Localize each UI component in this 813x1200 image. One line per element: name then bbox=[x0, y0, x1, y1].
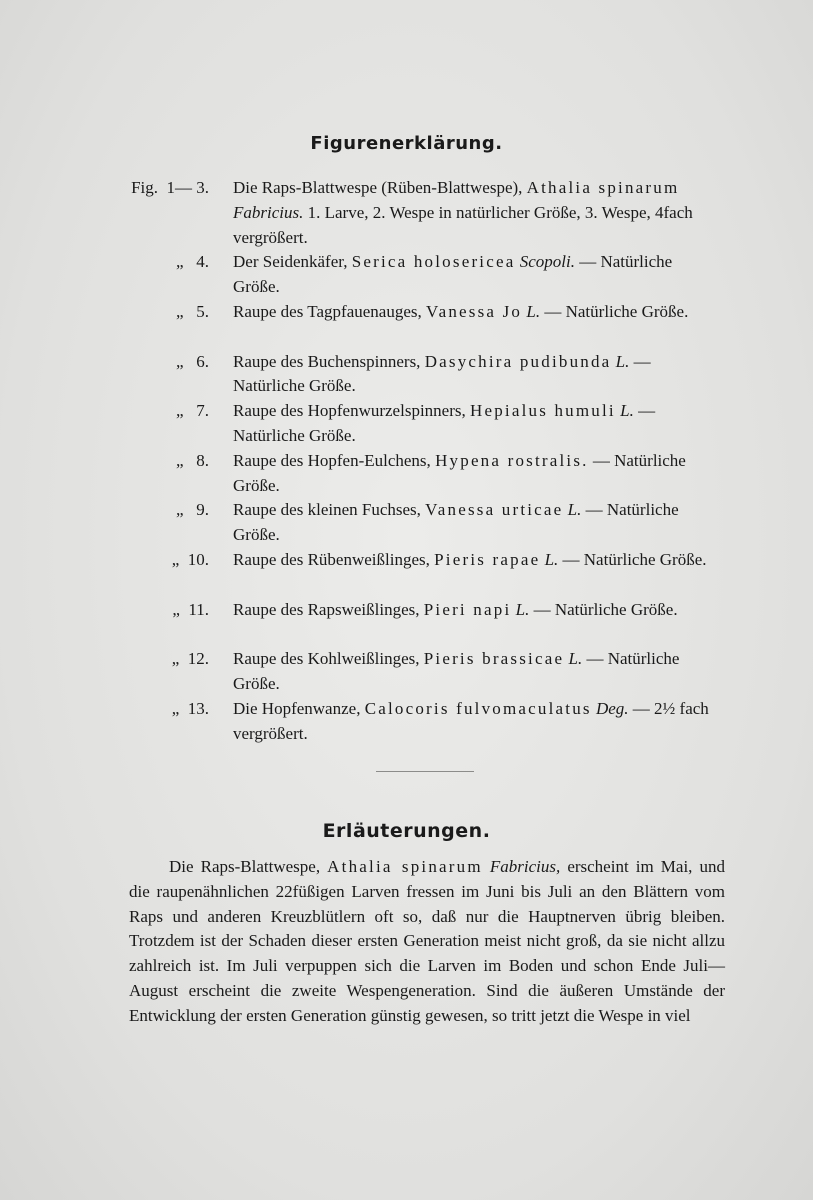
figure-entry bbox=[0, 647, 813, 697]
figure-description: Raupe des Buchenspinners, Dasychira pudibunda L. — Natürliche Größe. bbox=[233, 351, 651, 396]
figure-entry bbox=[0, 449, 813, 499]
species-name: Serica holosericea bbox=[351, 252, 516, 272]
explanations-title: Erläuterungen. bbox=[322, 820, 491, 842]
figure-entry bbox=[0, 697, 813, 747]
figure-description: Raupe des Hopfen-Eulchens, Hypena rostralis. — Natürliche Größe. bbox=[233, 450, 686, 495]
species-author: L. bbox=[526, 301, 541, 321]
species-name: Athalia spinarum bbox=[327, 857, 483, 876]
figure-number: „ 12. bbox=[171, 649, 209, 669]
figure-entry bbox=[0, 498, 813, 548]
figure-description: Der Seidenkäfer, Serica holosericea Scopoli. — Natürliche Größe. bbox=[233, 252, 673, 297]
figure-description: Die Raps-Blattwespe (Rüben-Blattwespe), Athalia spinarum Fabricius. 1. Larve, 2. Wespe in natürlicher Größe, 3. Wespe, 4fach vergrößert. bbox=[233, 178, 693, 247]
figure-description: Raupe des Rübenweißlinges, Pieris rapae L. — Natürliche Größe. bbox=[233, 549, 707, 569]
species-author: Scopoli. bbox=[519, 252, 575, 272]
explanation-paragraph: Die Raps-Blattwespe, Athalia spinarum Fabricius, erscheint im Mai, und die raupenähnlichen 22füßigen Larven fressen im Juni bis Juli an den Blättern vom Raps und anderen Kreuzblütlern oft so, daß nur die Hauptnerven übrig bleiben. Trotzdem ist der Schaden dieser ersten Generation meist nicht groß, da sie nicht allzu zahlreich ist. Im Juli verpuppen sich die Larven im Boden und schon Ende Juli—August erscheint die zweite Wespengeneration. Sind die äußeren Umstände der Entwicklung der ersten Generation günstig gewesen, so tritt jetzt die Wespe in viel bbox=[129, 857, 726, 1025]
figure-number: „ 8. bbox=[175, 450, 209, 470]
figure-entry bbox=[0, 250, 813, 300]
figure-description: Die Hopfenwanze, Calocoris fulvomaculatus Deg. — 2½ fach vergrößert. bbox=[233, 698, 709, 743]
species-name: Pieri napi bbox=[423, 599, 512, 619]
figure-number: „ 13. bbox=[171, 698, 209, 718]
species-author: Deg. bbox=[595, 698, 629, 718]
species-name: Athalia spinarum bbox=[526, 178, 680, 197]
figure-entry bbox=[0, 399, 813, 449]
figure-number: „ 11. bbox=[172, 599, 209, 619]
species-name: Dasychira pudibunda bbox=[424, 351, 612, 371]
species-name: Pieris brassicae bbox=[423, 649, 565, 669]
species-author: L. bbox=[544, 549, 559, 569]
figure-legend-title: Figurenerklärung. bbox=[310, 133, 503, 154]
figure-number: „ 7. bbox=[175, 401, 209, 421]
figure-description: Raupe des Rapsweißlinges, Pieri napi L. — Natürliche Größe. bbox=[233, 599, 678, 619]
species-author: L. bbox=[567, 500, 582, 520]
figure-description: Raupe des Kohlweißlinges, Pieris brassicae L. — Natürliche Größe. bbox=[233, 649, 680, 693]
figure-number: „ 5. bbox=[175, 301, 209, 321]
species-name: Vanessa urticae bbox=[425, 500, 564, 520]
figure-description: Raupe des Tagpfauenauges, Vanessa Jo L. — Natürliche Größe. bbox=[233, 301, 689, 321]
species-author: Fabricius. bbox=[233, 202, 304, 222]
figure-number: „ 9. bbox=[175, 500, 209, 520]
figure-number: „ 6. bbox=[175, 351, 209, 371]
species-author: L. bbox=[515, 599, 530, 619]
species-name: Hepialus humuli bbox=[470, 401, 616, 421]
figure-number: „ 10. bbox=[171, 549, 209, 569]
figure-description: Raupe des Hopfenwurzelspinners, Hepialus humuli L. — Natürliche Größe. bbox=[233, 401, 656, 445]
species-name: Hypena rostralis. bbox=[435, 450, 589, 470]
figure-entry bbox=[0, 598, 813, 648]
figure-description: Raupe des kleinen Fuchses, Vanessa urticae L. — Natürliche Größe. bbox=[233, 500, 679, 545]
figure-entry bbox=[0, 548, 813, 598]
figure-number: „ 4. bbox=[175, 252, 209, 272]
species-name: Pieris rapae bbox=[434, 549, 541, 569]
figure-entry bbox=[0, 300, 813, 350]
species-name: Vanessa Jo bbox=[426, 301, 523, 321]
section-divider bbox=[376, 771, 474, 772]
species-author: Fabricius, bbox=[489, 857, 561, 876]
species-name: Calocoris fulvomaculatus bbox=[364, 698, 592, 718]
species-author: L. bbox=[620, 401, 634, 421]
figure-number: Fig. 1— 3. bbox=[131, 178, 209, 197]
species-author: L. bbox=[568, 649, 583, 669]
figure-entry bbox=[0, 176, 813, 250]
figure-legend-list bbox=[0, 176, 813, 746]
figure-entry bbox=[0, 350, 813, 400]
species-author: L. bbox=[615, 351, 630, 371]
